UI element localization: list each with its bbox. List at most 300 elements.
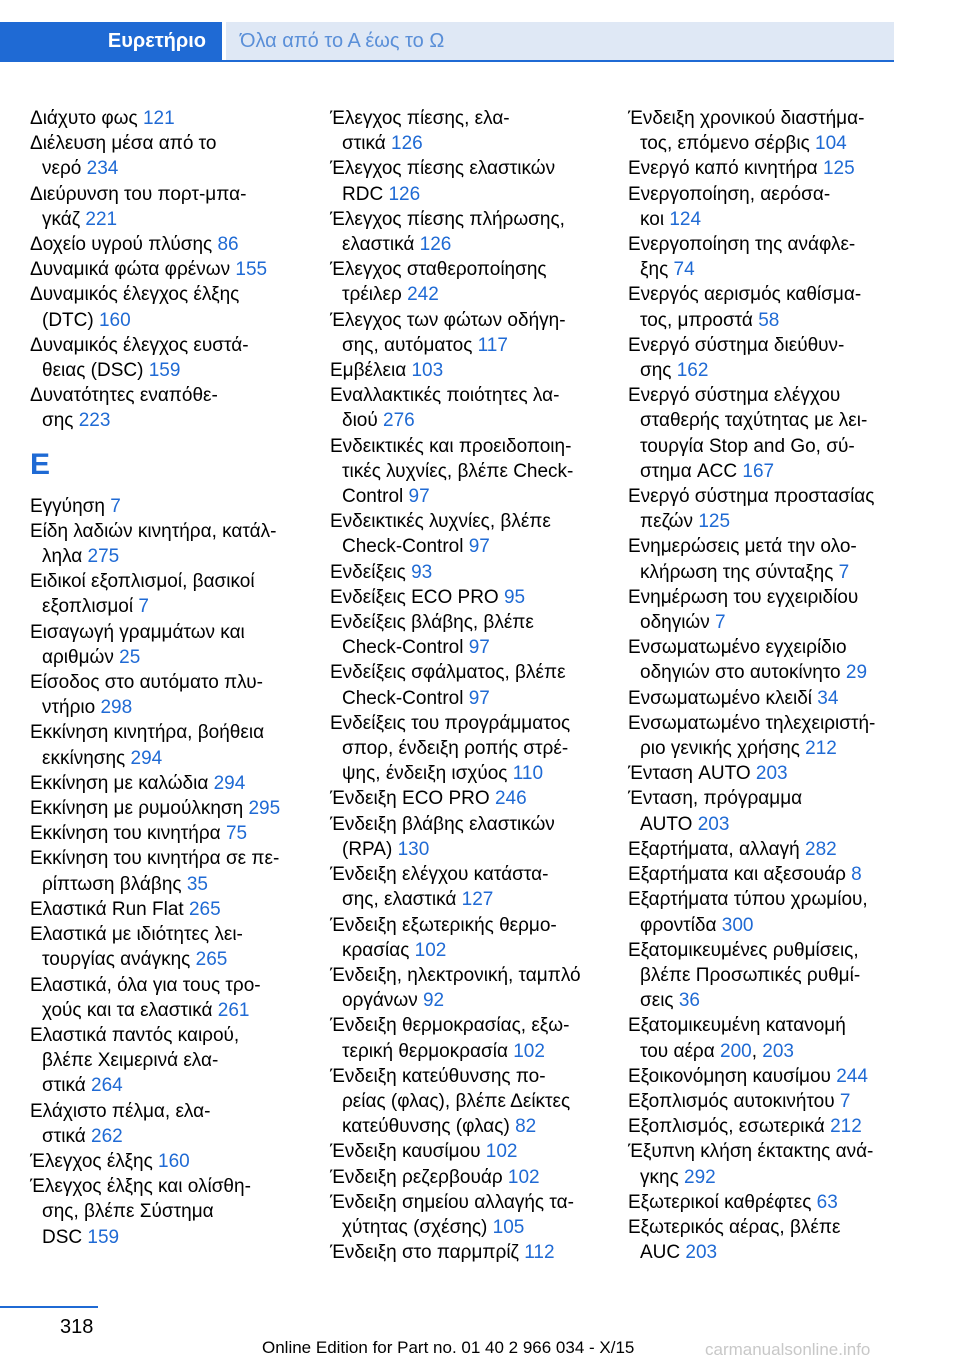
index-term: Είδη λαδιών κινητήρα, κατάλ- [30,520,277,542]
index-entry [330,963,620,1013]
page-link[interactable]: 97 [468,536,490,558]
page-link[interactable]: 105 [492,1216,525,1238]
page-link[interactable]: 92 [422,990,445,1012]
index-term: εκκίνησης [42,747,126,769]
index-entry [30,846,320,896]
index-term: Εξοικονόμηση καυσίμου [628,1065,831,1087]
index-term: Έλεγχος έλξης [30,1150,153,1172]
page-link[interactable]: 110 [512,763,544,785]
index-entry-line [330,333,620,358]
page-link[interactable]: 203 [697,813,730,835]
index-entry-line [628,1190,928,1215]
index-term: Ένδειξη κατεύθυνσης πο- [330,1065,546,1087]
index-term: Διέλευση μέσα από το [30,133,217,155]
index-entry-line [330,282,620,307]
index-term: DSC [42,1226,83,1248]
index-term: σης [640,360,672,382]
index-term: Είσοδος στο αυτόματο πλυ- [30,672,263,694]
index-entry [330,786,620,811]
index-entry-line [330,686,620,711]
page-link[interactable]: 7 [110,495,121,517]
index-term: Διάχυτο φως [30,108,138,129]
page-link[interactable]: 262 [91,1125,123,1147]
page-link[interactable]: 295 [248,798,281,820]
page-link[interactable]: 155 [235,259,268,281]
index-term: βλέπε Προσωπικές ρυθμί- [640,964,861,986]
index-term: κοι [640,208,665,230]
index-entry-line [330,257,620,282]
index-entry-line [628,1165,928,1190]
index-term: Ένδειξη στο παρμπρίζ [330,1242,519,1264]
page-link[interactable]: 102 [507,1166,540,1188]
index-entry [30,720,320,770]
index-entry [330,156,620,206]
index-term: στικά [42,1075,86,1097]
page-link[interactable]: 125 [822,158,855,180]
page-link[interactable]: 97 [468,687,490,709]
page-link[interactable]: 58 [758,309,780,331]
index-entry [30,771,320,796]
page-link[interactable]: 93 [411,561,433,583]
page-link[interactable]: 275 [87,546,120,568]
index-entry-line [30,131,320,156]
index-term: σπορ, ένδειξη ροπής στρέ- [342,738,569,760]
index-term: πεζών [640,511,694,533]
index-term: Εξατομικευμένη κατανομή [628,1015,846,1037]
page-link[interactable]: 244 [836,1065,868,1087]
index-entry-line [330,434,620,459]
index-term: εξοπλισμοί [42,596,134,618]
index-entry-line [330,1114,620,1139]
page-link[interactable]: 75 [225,823,248,845]
index-entry [330,509,620,559]
page-link[interactable]: 203 [762,1040,794,1062]
index-term: Εξοπλισμός αυτοκινήτου [628,1090,835,1112]
index-term: Εκκίνηση με ρυμούλκηση [30,798,244,820]
index-term: ρείας (φλας), βλέπε Δείκτες [342,1090,571,1112]
page-link[interactable]: 200 [720,1040,752,1062]
page-link[interactable]: 294 [130,747,163,769]
index-term: Ενδείξεις ECO PRO [330,586,499,608]
index-term: κρασίας [342,939,410,961]
index-entry [30,106,320,131]
index-entry-line [30,771,320,796]
index-term: Ενδείξεις [330,561,406,583]
page-link[interactable]: 74 [673,259,695,281]
index-entry-line [330,308,620,333]
page-link[interactable]: 242 [407,284,439,306]
index-entry-line [628,786,928,811]
index-entry [628,635,928,685]
index-entry-line [30,1048,320,1073]
index-entry-line [628,887,928,912]
index-term: τρέιλερ [342,284,402,306]
tab-index[interactable]: Ευρετήριο [0,22,222,60]
page-link[interactable]: 234 [86,158,119,180]
page-link[interactable]: 29 [845,662,868,684]
index-entry [628,1089,928,1114]
index-term: Δοχείο υγρού πλύσης [30,234,213,256]
index-term: Εξαρτήματα τύπου χρωμίου, [628,889,868,911]
index-term: σης [42,410,74,432]
index-entry [628,887,928,937]
index-term: Δυναμικός έλεγχος έλξης [30,284,240,306]
index-term: Ενεργοποίηση, αερόσα- [628,183,831,205]
index-term: Ενδεικτικές λυχνίες, βλέπε [330,511,551,533]
index-entry [628,232,928,282]
index-entry [330,383,620,433]
index-entry [330,1240,620,1265]
index-entry-line [628,635,928,660]
page-link[interactable]: 160 [158,1150,190,1172]
page-link[interactable]: 203 [685,1242,718,1264]
index-entry [30,922,320,972]
index-term: Ενδείξεις σφάλματος, βλέπε [330,662,566,684]
index-entry-line [30,1174,320,1199]
page-link[interactable]: 7 [138,596,149,618]
page-link[interactable]: 112 [524,1242,555,1264]
index-entry [330,660,620,710]
page-link[interactable]: 103 [411,360,444,382]
index-entry [628,106,928,156]
index-entry-line [330,1190,620,1215]
index-term: ρίπτωση βλάβης [42,873,182,895]
index-term: Ένδειξη εξωτερικής θερμο- [330,914,557,936]
page-link[interactable]: 159 [87,1226,120,1248]
page-link[interactable]: 8 [851,864,862,886]
index-term: Ελαστικά Run Flat [30,898,184,920]
index-entry [330,1139,620,1164]
index-entry-line [330,1089,620,1114]
index-entry [30,282,320,332]
index-entry-line [628,1114,928,1139]
index-entry-line [30,358,320,383]
page-link[interactable]: 95 [503,586,526,608]
page-link[interactable]: 121 [142,108,175,129]
index-term: ληλα [42,546,83,568]
index-entry [330,1190,620,1240]
index-entry [330,358,620,383]
index-entry-line [628,484,928,509]
page-link[interactable]: 126 [419,234,452,256]
index-entry-line [330,534,620,559]
index-column-3 [628,106,928,1265]
index-term: τουργία Stop and Go, σύ- [640,435,855,457]
page-link[interactable]: 246 [494,788,527,810]
index-term: οδηγιών στο αυτοκίνητο [640,662,841,684]
index-entry-line [330,131,620,156]
index-entry-line [330,786,620,811]
page-link[interactable]: 276 [383,410,415,432]
index-entry-line [628,988,928,1013]
page-link[interactable]: 127 [461,889,494,911]
index-entry [330,610,620,660]
index-entry [628,1114,928,1139]
index-term: χούς και τα ελαστικά [42,999,213,1021]
index-term: τος, μπροστά [640,309,753,331]
page-link[interactable]: 265 [195,949,228,971]
index-term: Ενσωματωμένο εγχειρίδιο [628,637,847,659]
index-entry [330,711,620,787]
page-link[interactable]: 7 [715,612,726,634]
index-term: νερό [42,158,82,180]
index-entry-line [330,207,620,232]
index-entry-line [30,796,320,821]
page-link[interactable]: 63 [816,1191,838,1213]
index-term: AUC [640,1242,681,1264]
index-entry-line [628,585,928,610]
index-entry-line [30,1225,320,1250]
index-entry-line [30,1124,320,1149]
index-term: Εναλλακτικές ποιότητες λα- [330,385,560,407]
index-term: Έξυπνη κλήση έκτακτης ανά- [628,1141,874,1163]
index-term: σης, αυτόματος [342,334,473,356]
index-entry [628,282,928,332]
index-entry [30,796,320,821]
index-entry [30,821,320,846]
header-divider [0,60,894,62]
index-entry-line [628,358,928,383]
index-entry [30,620,320,670]
index-entry [30,333,320,383]
index-term: στικά [342,133,386,155]
index-entry-line [330,106,620,131]
index-entry [330,862,620,912]
index-entry-line [330,383,620,408]
index-entry-line [30,746,320,771]
index-term: Ελάχιστο πέλμα, ελα- [30,1100,211,1122]
index-entry-line [30,282,320,307]
page-link[interactable]: 162 [676,360,709,382]
index-term: Ενδείξεις βλάβης, βλέπε [330,612,534,634]
index-entry-line [628,736,928,761]
index-term: Ένδειξη καυσίμου [330,1141,481,1163]
page-link[interactable]: 126 [388,183,421,205]
footer-rule [0,1306,98,1308]
page-link[interactable]: 7 [839,1090,851,1112]
index-entry [30,670,320,720]
index-term: (DTC) [42,309,94,331]
page-link[interactable]: 212 [830,1116,862,1138]
page-link[interactable]: 117 [477,334,508,356]
index-entry [30,494,320,519]
page-link[interactable]: 35 [186,873,208,895]
page-link[interactable]: 7 [838,561,850,583]
index-entry-line [330,1240,620,1265]
index-term: Ένδειξη ελέγχου κατάστα- [330,864,549,886]
index-entry-line [628,1064,928,1089]
index-entry [628,938,928,1014]
page-link[interactable]: 159 [148,360,181,382]
index-term: Εξαρτήματα και αξεσουάρ [628,864,846,886]
index-entry [330,1165,620,1190]
index-entry-line [30,207,320,232]
index-entry-line [628,106,928,131]
page-link[interactable]: 34 [817,687,839,709]
index-entry-line [628,660,928,685]
index-entry-line [330,938,620,963]
page-link[interactable]: 261 [217,999,250,1021]
index-entry [330,1013,620,1063]
page-link[interactable]: 97 [468,637,490,659]
index-term: Έλεγχος σταθεροποίησης [330,259,547,281]
index-entry-line [30,519,320,544]
index-entry-line [30,947,320,972]
index-entry-line [30,620,320,645]
index-term: χύτητας (σχέσης) [342,1216,488,1238]
page-link[interactable]: 102 [414,939,447,961]
tab-a-to-z[interactable]: Όλα από το Α έως το Ω [226,22,894,60]
page-number: 318 [60,1316,94,1338]
index-entry-line [628,862,928,887]
index-term: αριθμών [42,646,114,668]
page-link[interactable]: 125 [698,511,731,533]
index-entry-line [628,459,928,484]
index-term: Ενημερώσεις μετά την ολο- [628,536,857,558]
page-link[interactable]: 282 [805,838,837,860]
index-term: ντήριο [42,697,96,719]
index-entry [628,585,928,635]
page-link[interactable]: 126 [391,133,423,155]
index-entry-line [628,963,928,988]
page-link[interactable]: 36 [678,990,700,1012]
index-term: Εμβέλεια [330,360,407,382]
index-entry-line [30,257,320,282]
page-link[interactable]: 294 [213,772,246,794]
page-link[interactable]: 130 [397,838,430,860]
page-link[interactable]: 86 [217,234,239,256]
index-entry-line [30,922,320,947]
index-entry [628,333,928,383]
index-entry-line [30,998,320,1023]
index-entry [628,182,928,232]
page-link[interactable]: 167 [742,460,775,482]
index-term: Ένδειξη θερμοκρασίας, εξω- [330,1015,570,1037]
index-term: σταθερής ταχύτητας με λει- [640,410,868,432]
page-link[interactable]: 264 [91,1075,123,1097]
page-link[interactable]: 203 [755,763,788,785]
header-bar [0,0,960,62]
index-term: Εξωτερικός αέρας, βλέπε [628,1216,841,1238]
page-link[interactable]: 265 [188,898,221,920]
index-entry-line [30,897,320,922]
index-term: Control [342,486,404,508]
page-link[interactable]: 104 [815,133,847,155]
index-entry-line [628,383,928,408]
index-entry [30,182,320,232]
index-entry-line [330,635,620,660]
index-entry [30,897,320,922]
index-term: Ενδεικτικές και προειδοποιη- [330,435,572,457]
index-term: Ενδείξεις του προγράμματος [330,712,571,734]
page-link[interactable]: 82 [515,1116,537,1138]
page-link[interactable]: 25 [119,646,141,668]
index-term: Ενεργό σύστημα ελέγχου [628,385,841,407]
index-entry-line [628,1240,928,1265]
index-entry-line [330,509,620,534]
index-term: Ένδειξη χρονικού διαστήμα- [628,108,865,129]
page-link[interactable]: 212 [805,738,837,760]
index-entry [628,686,928,711]
index-term: σης, ελαστικά [342,889,457,911]
page-link[interactable]: 97 [408,486,430,508]
page-link[interactable]: 300 [721,914,754,936]
index-term: στημα ACC [640,460,738,482]
index-term: Ελαστικά με ιδιότητες λει- [30,924,243,946]
index-term: Ενεργό καπό κινητήρα [628,158,818,180]
index-term: AUTO [640,813,693,835]
index-term: Ενεργός αερισμός καθίσμα- [628,284,862,306]
index-term: Ένταση, πρόγραμμα [628,788,803,810]
index-term: γκάζ [42,208,81,230]
index-term: σης, βλέπε Σύστημα [42,1201,214,1223]
index-entry [30,1149,320,1174]
index-entry-line [30,308,320,333]
index-entry [628,383,928,484]
index-entry-line [628,308,928,333]
index-term: Δυναμικά φώτα φρένων [30,259,231,281]
index-entry-line [30,846,320,871]
page-link[interactable]: 223 [78,410,111,432]
index-term: Διεύρυνση του πορτ-μπα- [30,183,247,205]
index-entry-line [330,862,620,887]
index-entry-line [330,585,620,610]
index-entry-line [628,333,928,358]
page-link[interactable]: 292 [684,1166,716,1188]
index-entry-line [330,963,620,988]
index-entry-line [628,686,928,711]
index-entry-line [330,182,620,207]
index-entry-line [628,938,928,963]
index-term: ψης, ένδειξη ισχύος [342,763,508,785]
index-term: Εισαγωγή γραμμάτων και [30,621,245,643]
index-entry-line [30,383,320,408]
page-link[interactable]: 298 [100,697,133,719]
index-entry-line [30,670,320,695]
index-entry-line [330,232,620,257]
index-entry-line [330,812,620,837]
index-entry-line [628,282,928,307]
index-term: σεις [640,990,674,1012]
page-link[interactable]: 124 [669,208,702,230]
index-entry [628,1064,928,1089]
index-entry [30,973,320,1023]
index-term: διού [342,410,378,432]
index-entry [628,1215,928,1265]
page-link[interactable]: 221 [85,208,118,230]
index-entry-line [628,913,928,938]
index-entry-line [330,660,620,685]
index-term: Ένδειξη σημείου αλλαγής τα- [330,1191,574,1213]
index-term: Εξοπλισμός, εσωτερικά [628,1116,825,1138]
index-entry-line [628,610,928,635]
index-term: Εκκίνηση του κινητήρα [30,823,221,845]
index-entry [30,232,320,257]
index-entry-line [628,131,928,156]
page-link[interactable]: 102 [485,1141,518,1163]
index-term: Ένδειξη βλάβης ελαστικών [330,813,555,835]
index-entry-line [628,1139,928,1164]
page-link[interactable]: 160 [98,309,131,331]
index-term: οργάνων [342,990,418,1012]
index-entry-line [330,761,620,786]
index-entry-line [628,534,928,559]
index-term: Ενεργό σύστημα διεύθυν- [628,334,845,356]
index-entry [330,207,620,257]
index-entry-line [330,988,620,1013]
index-entry [628,1139,928,1189]
page-link[interactable]: 102 [513,1040,545,1062]
